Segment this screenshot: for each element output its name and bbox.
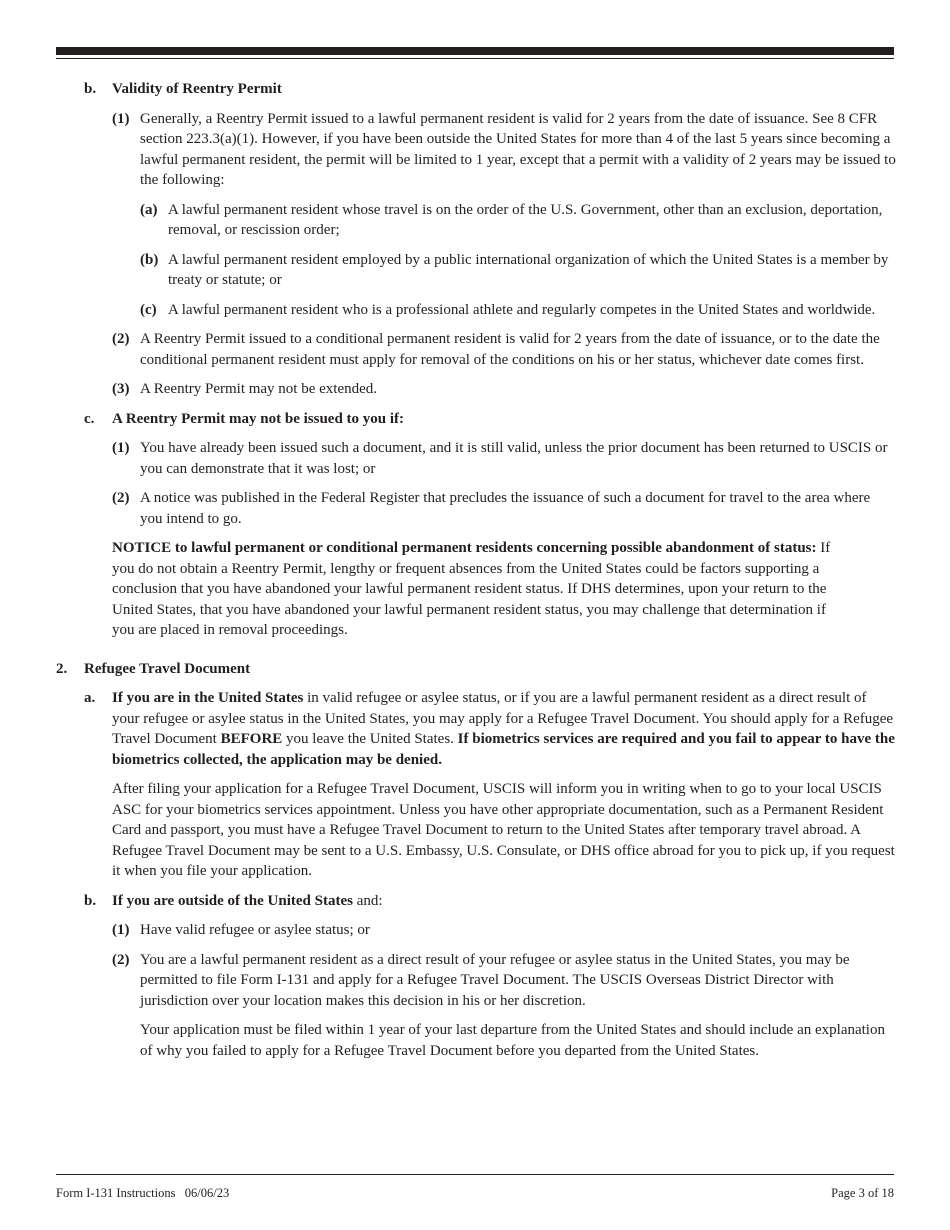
section-b-item-1 <box>112 109 896 191</box>
section-2a <box>84 688 896 770</box>
item-text: A lawful permanent resident employed by a public international organization of which the United States is a member by treaty or statute; or <box>168 251 889 288</box>
item-label: b. <box>84 892 97 909</box>
item-text: A Reentry Permit issued to a conditional permanent resident is valid for 2 years from the date of issuance, or to the date the conditional permanent resident must apply for removal of the conditions on his or her status, whichever date comes first. <box>140 331 880 368</box>
header-rule <box>56 58 894 59</box>
section-b-label: b. <box>84 81 97 97</box>
section-2b-item-2 <box>112 950 896 1012</box>
section-2-title: Refugee Travel Document <box>84 660 251 677</box>
item-label: (3) <box>112 381 130 397</box>
before-emphasis: BEFORE <box>220 731 283 747</box>
section-2-label: 2. <box>56 660 68 677</box>
footer-rule <box>56 1174 894 1175</box>
form-id-footer: Form I-131 Instructions 06/06/23 <box>56 1186 230 1200</box>
item-label: (1) <box>112 110 130 127</box>
item-label: (2) <box>112 331 130 347</box>
notice-text: If you do not obtain a Reentry Permit, lengthy or frequent absences from the United States could be factors supporting a conclusion that you have abandoned your lawful permanent resident status. If DHS determines, upon your return to the United States, that you have abandoned your lawful permanent resident status, you may challenge that determination if you are placed in removal proceedings. <box>112 540 831 638</box>
item-label: (b) <box>140 251 159 268</box>
notice-heading: NOTICE to lawful permanent or conditional permanent residents concerning possible abandonment of status: <box>112 540 817 556</box>
item-label: (1) <box>112 922 130 938</box>
section-2b-text <box>112 891 896 912</box>
section-b-item-3 <box>112 379 896 400</box>
section-c-heading <box>84 409 896 430</box>
text-span: and: <box>352 892 383 909</box>
section-c-item-2 <box>112 488 896 529</box>
item-text: A lawful permanent resident who is a professional athlete and regularly competes in the United States and worldwide. <box>168 301 876 318</box>
section-b-subitem-a <box>140 200 896 241</box>
item-text: Have valid refugee or asylee status; or <box>140 922 370 938</box>
item-label: (2) <box>112 951 130 968</box>
in-us-heading: If you are in the United States <box>112 690 304 706</box>
biometrics-warning: If biometrics services are required and you fail to appear to have the biometrics collected, the application may be denied. <box>112 731 895 768</box>
section-2a-text <box>112 688 896 770</box>
item-label: (2) <box>112 490 130 506</box>
section-b-subitem-b <box>140 250 896 291</box>
item-text: You have already been issued such a document, and it is still valid, unless the prior document has been returned to USCIS or you can demonstrate that it was lost; or <box>140 440 888 477</box>
item-label: (1) <box>112 440 130 456</box>
section-2b-item-1 <box>112 920 896 941</box>
section-2-heading <box>56 659 896 680</box>
item-text: Generally, a Reentry Permit issued to a lawful permanent resident is valid for 2 years from the date of issuance. See 8 CFR section 223.3(a)(1). However, if you have been outside the United States for more than 4 of the last 5 years since becoming a lawful permanent resident, the permit will be limited to 1 year, except that a permit with a validity of 2 years may be issued to the following: <box>140 110 896 188</box>
page-number: Page 3 of 18 <box>831 1186 894 1200</box>
section-b-title: Validity of Reentry Permit <box>112 81 282 97</box>
section-b-subitem-c <box>140 300 896 321</box>
text-span: you leave the United States. <box>282 731 458 747</box>
page-content <box>56 79 896 1061</box>
outside-us-heading: If you are outside of the United States <box>112 892 353 909</box>
section-b-item-2 <box>112 329 896 370</box>
section-c-label: c. <box>84 410 95 427</box>
section-c-title: A Reentry Permit may not be issued to you if: <box>112 410 405 427</box>
item-label: (a) <box>140 201 158 218</box>
section-b-heading <box>84 79 896 100</box>
section-2a-paragraph: After filing your application for a Refugee Travel Document, USCIS will inform you in writing when to go to your local USCIS ASC for your biometrics services appointment. Unless you have other appropriate documentation, such as a Permanent Resident Card and passport, you must have a Refugee Travel Document to return to the United States after temporary travel abroad. A Refugee Travel Document may be sent to a U.S. Embassy, U.S. Consulate, or DHS office abroad for you to pick up, if you request it when you file your application. <box>112 781 895 879</box>
item-label: (c) <box>140 301 157 318</box>
item-text: A notice was published in the Federal Register that precludes the issuance of such a document for travel to the area where you intend to go. <box>140 490 871 527</box>
abandonment-notice <box>112 538 852 641</box>
section-2b <box>84 891 896 912</box>
item-label: a. <box>84 690 96 706</box>
item-text: A Reentry Permit may not be extended. <box>140 381 378 397</box>
header-bar <box>56 47 894 55</box>
item-text: You are a lawful permanent resident as a direct result of your refugee or asylee status in the United States, you may be permitted to file Form I-131 and apply for a Refugee Travel Document. The USCIS Overseas District Director with jurisdiction over your location makes this decision in his or her discretion. <box>140 951 850 1009</box>
item-text: A lawful permanent resident whose travel is on the order of the U.S. Government, other than an exclusion, deportation, removal, or rescission order; <box>168 201 883 238</box>
section-2b-paragraph: Your application must be filed within 1 year of your last departure from the United States and should include an explanation of why you failed to apply for a Refugee Travel Document before you departed from the United States. <box>140 1022 885 1059</box>
section-c-item-1 <box>112 438 896 479</box>
text-span: in valid refugee or asylee status, or if you are a lawful permanent resident as a direct result of your refugee or asylee status in the United States, you may apply for a Refugee Travel Document. You should apply for a Refugee Travel Document <box>112 690 894 747</box>
